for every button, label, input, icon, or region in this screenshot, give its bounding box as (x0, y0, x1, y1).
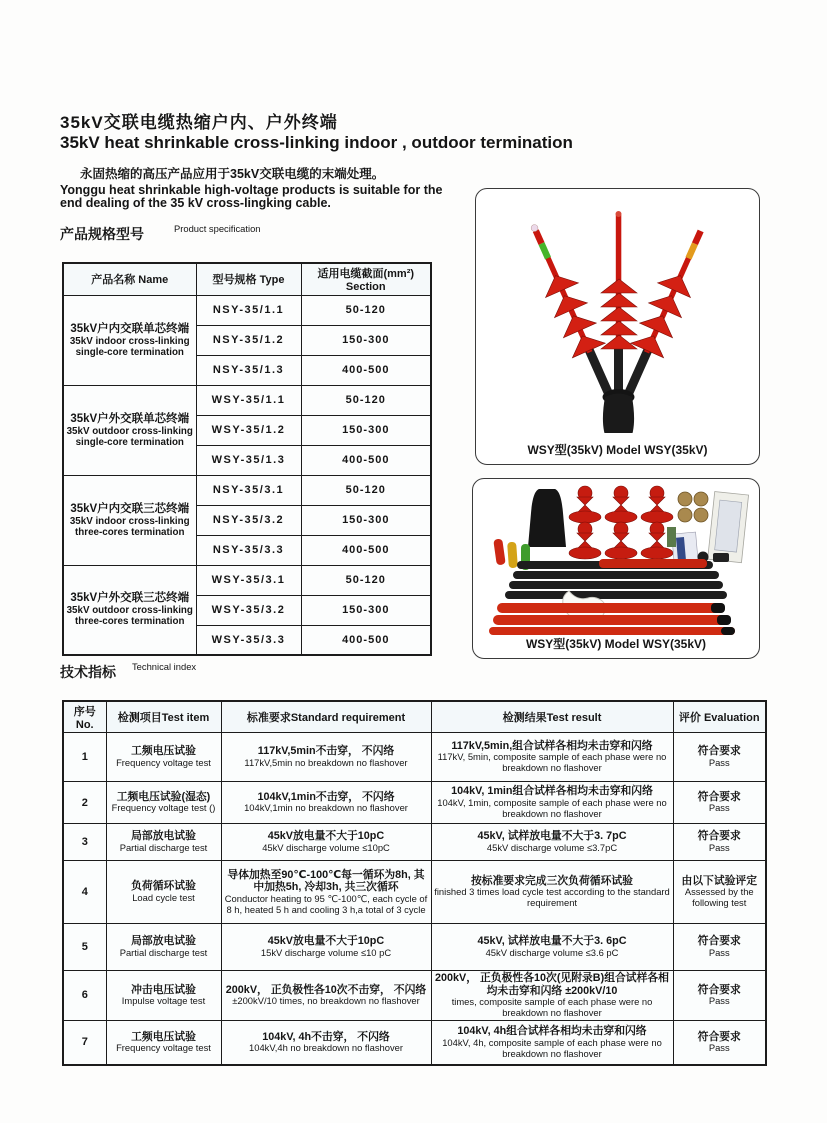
table-row (63, 295, 431, 325)
spec-section-range: 50-120 (301, 475, 431, 505)
tech-no: 1 (63, 733, 106, 782)
tech-evaluation: 符合要求 Pass (673, 971, 766, 1021)
table-row (63, 733, 766, 782)
tech-col-item: 检测项目Test item (106, 701, 221, 733)
tech-item: 工频电压试验(湿态) Frequency voltage test () (106, 782, 221, 824)
spec-group-name: 35kV户内交联单芯终端 35kV indoor cross-linking single-core termination (63, 295, 196, 385)
tech-item: 负荷循环试验 Load cycle test (106, 861, 221, 924)
tech-item: 工频电压试验 Frequency voltage test (106, 1020, 221, 1065)
photo-card-termination (475, 188, 760, 465)
spec-type-code: WSY-35/1.1 (196, 385, 301, 415)
table-row (63, 385, 431, 415)
tech-section-heading (60, 662, 196, 682)
spec-type-code: WSY-35/3.2 (196, 595, 301, 625)
page-title-zh: 35kV交联电缆热缩户内、户外终端 (60, 113, 338, 132)
tech-col-evaluation: 评价 Evaluation (673, 701, 766, 733)
photo-caption: WSY型(35kV) Model WSY(35kV) (527, 443, 708, 457)
spec-section-range: 400-500 (301, 625, 431, 655)
page-title-en: 35kV heat shrinkable cross-linking indoor , outdoor termination (60, 133, 573, 152)
spec-col-name: 产品名称 Name (63, 263, 196, 295)
tech-result: 45kV, 试样放电量不大于3. 6pC 45kV discharge volume ≤3.6 pC (431, 924, 673, 971)
spec-type-code: NSY-35/1.1 (196, 295, 301, 325)
spec-type-code: WSY-35/1.2 (196, 415, 301, 445)
spec-section-range: 400-500 (301, 445, 431, 475)
spec-section-range: 400-500 (301, 535, 431, 565)
tech-no: 2 (63, 782, 106, 824)
tech-result: 45kV, 试样放电量不大于3. 7pC 45kV discharge volume ≤3.7pC (431, 824, 673, 861)
spec-heading-en: Product specification (174, 223, 261, 234)
spec-col-type: 型号规格 Type (196, 263, 301, 295)
tech-requirement: 45kV放电量不大于10pC 45kV discharge volume ≤10pC (221, 824, 431, 861)
tech-requirement: 导体加热至90℃-100℃每一循环为8h, 其中加热5h, 冷却3h, 共三次循环 Conductor heating to 95 ℃-100℃, each cycle of 8 h, heated 5 h and cooling 3 h,a total of 3 cycle (221, 861, 431, 924)
kit-photo-illustration (477, 483, 755, 635)
tech-evaluation: 符合要求 Pass (673, 733, 766, 782)
tech-evaluation: 符合要求 Pass (673, 782, 766, 824)
tech-col-result: 检测结果Test result (431, 701, 673, 733)
spec-group-name: 35kV户外交联单芯终端 35kV outdoor cross-linking single-core termination (63, 385, 196, 475)
tech-no: 4 (63, 861, 106, 924)
tech-result: 200kV， 正负极性各10次(见附录B)组合试样各相均未击穿和闪络 ±200kV/10 times, composite sample of each phase were no breakdown no flashover (431, 971, 673, 1021)
tech-item: 局部放电试验 Partial discharge test (106, 924, 221, 971)
tech-no: 7 (63, 1020, 106, 1065)
spec-type-code: WSY-35/1.3 (196, 445, 301, 475)
tech-requirement: 200kV， 正负极性各10次不击穿， 不闪络 ±200kV/10 times, no breakdown no flashover (221, 971, 431, 1021)
tech-heading-zh: 技术指标 (60, 664, 116, 680)
spec-section-heading (60, 224, 261, 244)
tech-no: 3 (63, 824, 106, 861)
tech-no: 6 (63, 971, 106, 1021)
tech-requirement: 117kV,5min不击穿， 不闪络 117kV,5min no breakdown no flashover (221, 733, 431, 782)
spec-type-code: NSY-35/3.2 (196, 505, 301, 535)
spec-type-code: WSY-35/3.3 (196, 625, 301, 655)
tech-requirement: 45kV放电量不大于10pC 15kV discharge volume ≤10 pC (221, 924, 431, 971)
tech-no: 5 (63, 924, 106, 971)
spec-type-code: NSY-35/1.2 (196, 325, 301, 355)
spec-heading-zh: 产品规格型号 (60, 226, 144, 242)
table-row (63, 565, 431, 595)
tech-evaluation: 由以下试验评定 Assessed by the following test (673, 861, 766, 924)
spec-section-range: 150-300 (301, 505, 431, 535)
termination-photo-illustration (476, 193, 759, 433)
intro-paragraph (60, 168, 460, 211)
photo-card-kit (472, 478, 760, 659)
tech-result: 104kV, 1min组合试样各相均未击穿和闪络 104kV, 1min, composite sample of each phase were no breakdown no flashover (431, 782, 673, 824)
spec-section-range: 50-120 (301, 385, 431, 415)
tech-result: 117kV,5min,组合试样各相均未击穿和闪络 117kV, 5min, composite sample of each phase were no breakdown no flashover (431, 733, 673, 782)
tech-evaluation: 符合要求 Pass (673, 824, 766, 861)
tech-item: 局部放电试验 Partial discharge test (106, 824, 221, 861)
spec-type-code: WSY-35/3.1 (196, 565, 301, 595)
spec-section-range: 150-300 (301, 595, 431, 625)
table-row (63, 1020, 766, 1065)
tech-evaluation: 符合要求 Pass (673, 924, 766, 971)
tech-result: 104kV, 4h组合试样各相均未击穿和闪络 104kV, 4h, composite sample of each phase were no breakdown no flashover (431, 1020, 673, 1065)
technical-index-table (62, 700, 767, 1066)
spec-section-range: 50-120 (301, 565, 431, 595)
table-row (63, 924, 766, 971)
product-spec-table (62, 262, 432, 656)
tech-item: 冲击电压试验 Impulse voltage test (106, 971, 221, 1021)
table-row (63, 475, 431, 505)
spec-group-name: 35kV户内交联三芯终端 35kV indoor cross-linking three-cores termination (63, 475, 196, 565)
spec-type-code: NSY-35/1.3 (196, 355, 301, 385)
spec-header-row (63, 263, 431, 295)
tech-col-requirement: 标准要求Standard requirement (221, 701, 431, 733)
table-row (63, 861, 766, 924)
intro-text-zh: 永固热缩的高压产品应用于35kV交联电缆的末端处理。 (80, 167, 385, 181)
tech-heading-en: Technical index (132, 661, 197, 672)
table-row (63, 824, 766, 861)
spec-group-name: 35kV户外交联三芯终端 35kV outdoor cross-linking three-cores termination (63, 565, 196, 655)
tech-requirement: 104kV,1min不击穿， 不闪络 104kV,1min no breakdown no flashover (221, 782, 431, 824)
photo-caption: WSY型(35kV) Model WSY(35kV) (525, 637, 707, 651)
tech-header-row (63, 701, 766, 733)
spec-section-range: 50-120 (301, 295, 431, 325)
tech-requirement: 104kV, 4h不击穿， 不闪络 104kV,4h no breakdown no flashover (221, 1020, 431, 1065)
spec-type-code: NSY-35/3.3 (196, 535, 301, 565)
spec-col-section: 适用电缆截面(mm²) Section (301, 263, 431, 295)
spec-section-range: 150-300 (301, 415, 431, 445)
tech-result: 按标准要求完成三次负荷循环试验 finished 3 times load cycle test according to the standard requirement (431, 861, 673, 924)
table-row (63, 971, 766, 1021)
tech-evaluation: 符合要求 Pass (673, 1020, 766, 1065)
tech-col-no: 序号No. (63, 701, 106, 733)
intro-text-en: Yonggu heat shrinkable high-voltage products is suitable for the end dealing of the 35 kV cross-lingking cable. (60, 182, 443, 210)
spec-type-code: NSY-35/3.1 (196, 475, 301, 505)
tech-item: 工频电压试验 Frequency voltage test (106, 733, 221, 782)
table-row (63, 782, 766, 824)
spec-section-range: 400-500 (301, 355, 431, 385)
spec-section-range: 150-300 (301, 325, 431, 355)
